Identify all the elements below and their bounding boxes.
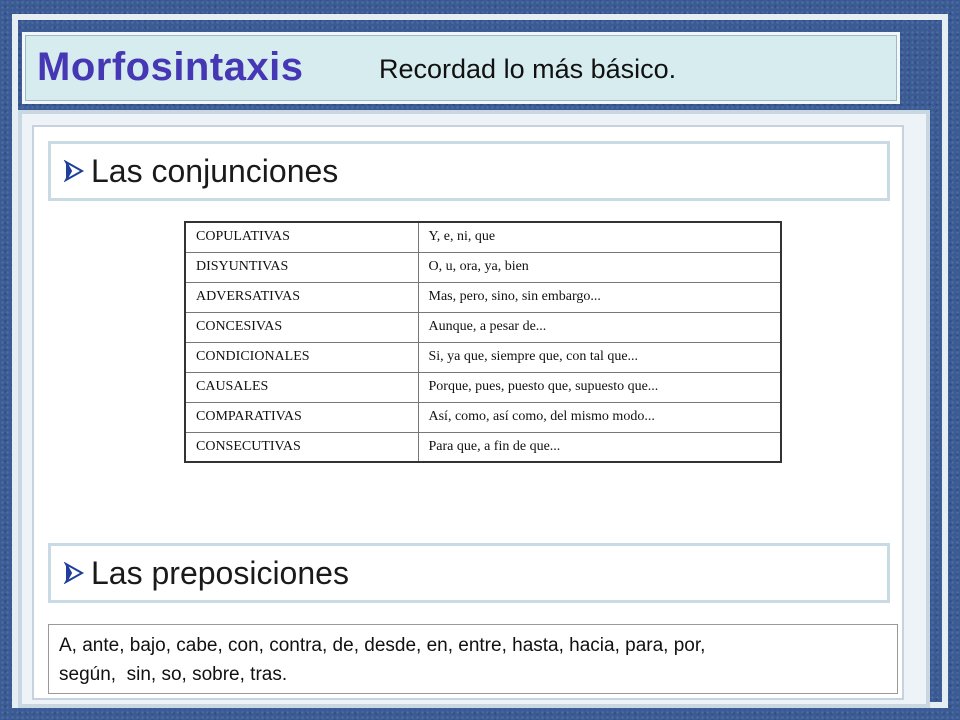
table-row — [185, 402, 781, 432]
arrow-bullet-icon — [63, 562, 85, 584]
table-row — [185, 432, 781, 462]
conjunction-examples: Si, ya que, siempre que, con tal que... — [418, 342, 781, 372]
conjunction-type: CONSECUTIVAS — [185, 432, 418, 462]
table-row — [185, 222, 781, 252]
conjunction-type: COPULATIVAS — [185, 222, 418, 252]
section-conjunciones-header — [48, 141, 890, 201]
conjunction-examples: Aunque, a pesar de... — [418, 312, 781, 342]
conjunction-type: CAUSALES — [185, 372, 418, 402]
page-title: Morfosintaxis — [37, 45, 304, 89]
prepositions-line: A, ante, bajo, cabe, con, contra, de, desde, en, entre, hasta, hacia, para, por, — [59, 635, 706, 656]
prepositions-line: según, sin, so, sobre, tras. — [59, 664, 288, 685]
conjunction-examples: Así, como, así como, del mismo modo... — [418, 402, 781, 432]
conjunctions-table — [184, 221, 782, 463]
conjunction-examples: Para que, a fin de que... — [418, 432, 781, 462]
conjunction-type: CONCESIVAS — [185, 312, 418, 342]
table-row — [185, 252, 781, 282]
conjunction-type: COMPARATIVAS — [185, 402, 418, 432]
arrow-bullet-icon — [63, 160, 85, 182]
conjunction-examples: O, u, ora, ya, bien — [418, 252, 781, 282]
header-band — [22, 32, 900, 104]
table-row — [185, 312, 781, 342]
conjunction-examples: Y, e, ni, que — [418, 222, 781, 252]
conjunction-type: ADVERSATIVAS — [185, 282, 418, 312]
section-title: Las preposiciones — [91, 554, 349, 591]
prepositions-list — [48, 624, 898, 694]
conjunction-type: DISYUNTIVAS — [185, 252, 418, 282]
table-row — [185, 342, 781, 372]
conjunction-examples: Mas, pero, sino, sin embargo... — [418, 282, 781, 312]
conjunction-type: CONDICIONALES — [185, 342, 418, 372]
table-row — [185, 282, 781, 312]
section-title: Las conjunciones — [91, 152, 339, 189]
conjunction-examples: Porque, pues, puesto que, supuesto que... — [418, 372, 781, 402]
section-preposiciones-header — [48, 543, 890, 603]
table-row — [185, 372, 781, 402]
page-subtitle: Recordad lo más básico. — [379, 54, 677, 84]
